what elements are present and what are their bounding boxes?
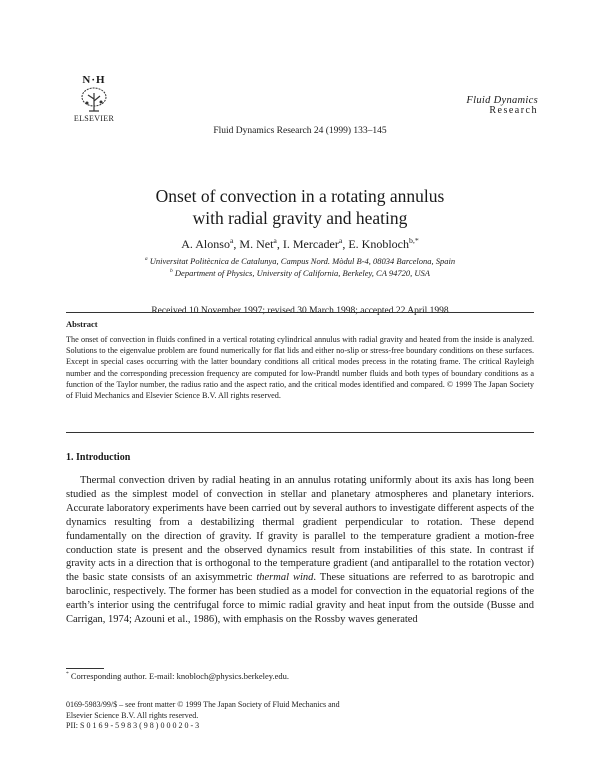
copyright-line-2: Elsevier Science B.V. All rights reserved. bbox=[66, 710, 199, 720]
divider-bottom bbox=[66, 432, 534, 433]
publisher-name: ELSEVIER bbox=[73, 114, 115, 123]
copyright-block bbox=[66, 700, 340, 732]
journal-logo bbox=[466, 96, 538, 116]
author: I. Mercader bbox=[282, 237, 339, 251]
divider-top bbox=[66, 312, 534, 313]
author-affil-mark: b,* bbox=[408, 236, 419, 245]
intro-text-part-2: . These situations are referred to as barotropic and baroclinic, respectively. The former has been studied as a model for convection in the equatorial regions of the earth’s interior using the centrifugal force to mimic radial gravity and heat input from the outside (Busse and Carrigan, 1974; Azouni et al., 1986), with emphasis on the Rossby waves generated bbox=[66, 572, 534, 626]
author-affil-mark: a bbox=[338, 236, 343, 245]
affiliation-mark: b bbox=[170, 268, 173, 275]
title-line-1: Onset of convection in a rotating annulus bbox=[155, 186, 445, 206]
affiliation bbox=[0, 268, 600, 278]
author: M. Net bbox=[239, 237, 274, 251]
footnote-rule bbox=[66, 668, 104, 669]
intro-text-part-1: Thermal convection driven by radial heating in an annulus rotating uniformly about its axis has long been studied as the simplest model of convection in stellar and planetary atmospheres and planetary interiors. Accurate laboratory experiments have been carried out by several authors to investigate different aspects of the dynamics resulting from a destabilizing thermal gradient perpendicular to rotation. These depend fundamentally on the direction of gravity. If gravity is parallel to the temperature gradient a motion-free conduction state is present and the observed dynamics result from instabilities of this state. In contrast if gravity acts in a direction that is orthogonal to the temperature gradient (and antiparallel to the rotation vector) the basic state consists of an axisymmetric bbox=[66, 475, 534, 584]
title-line-2: with radial gravity and heating bbox=[192, 208, 408, 228]
abstract-text: The onset of convection in fluids confined in a vertical rotating cylindrical annulus with radial gravity and heated from the inside is analyzed. Solutions to the eigenvalue problem are found numerically for flat lids and either no-slip or stress-free boundary conditions on these surfaces. Except in special cases occurring with the latter boundary conditions all critical modes precess in the rotating frame. The critical Rayleigh number and the corresponding precession frequency are computed for low-Prandtl number fluids and both types of boundary conditions as a function of the Taylor number, the radius ratio and the aspect ratio, and the critical modes identified and compared. © 1999 The Japan Society of Fluid Mechanics and Elsevier Science B.V. All rights reserved. bbox=[66, 335, 534, 401]
paper-title bbox=[0, 185, 600, 229]
footnote-mark: * bbox=[66, 671, 69, 678]
publisher-mark: N·H bbox=[82, 74, 106, 86]
footnote-text: Corresponding author. E-mail: knobloch@physics.berkeley.edu. bbox=[70, 671, 289, 681]
journal-logo-line2: Research bbox=[489, 105, 538, 116]
author: E. Knobloch bbox=[348, 237, 409, 251]
author: A. Alonso bbox=[181, 237, 230, 251]
journal-logo-line1: Fluid Dynamics bbox=[466, 95, 538, 106]
journal-reference: Fluid Dynamics Research 24 (1999) 133–145 bbox=[213, 126, 387, 136]
affiliation-text: Department of Physics, University of California, Berkeley, CA 94720, USA bbox=[174, 268, 430, 278]
received-dates: Received 10 November 1997; revised 30 March 1998; accepted 22 April 1998 bbox=[151, 306, 449, 316]
tree-icon bbox=[79, 87, 109, 113]
author-list: A. Alonso$^a$, M. Net$^a$, I. Mercader$^a$, E. Knobloch$^{b,*}$ bbox=[181, 236, 419, 251]
abstract-heading: Abstract bbox=[66, 319, 98, 329]
publisher-logo bbox=[66, 74, 122, 132]
intro-emphasis: thermal wind bbox=[256, 572, 314, 584]
copyright-line-1: 0169-5983/99/$ – see front matter © 1999 The Japan Society of Fluid Mechanics and bbox=[66, 700, 340, 709]
author-affil-mark: a bbox=[229, 236, 234, 245]
introduction-paragraph bbox=[66, 474, 534, 627]
section-heading: 1. Introduction bbox=[66, 452, 131, 463]
footnote bbox=[66, 671, 289, 681]
author-affil-mark: a bbox=[273, 236, 277, 245]
affiliation-text: Universitat Politècnica de Catalunya, Campus Nord. Mòdul B-4, 08034 Barcelona, Spain bbox=[149, 256, 456, 266]
affiliation bbox=[0, 256, 600, 266]
affiliation-mark: a bbox=[144, 256, 148, 263]
pii-line: PII: S 0 1 6 9 - 5 9 8 3 ( 9 8 ) 0 0 0 2 0 - 3 bbox=[66, 721, 200, 730]
